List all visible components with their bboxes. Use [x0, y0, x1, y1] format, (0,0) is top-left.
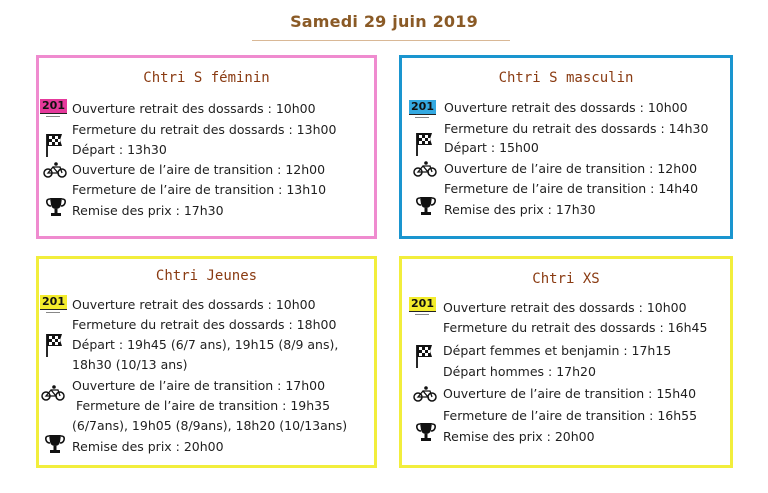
checkered-flag-icon — [44, 332, 64, 358]
race-bib-icon — [409, 100, 436, 120]
bicycle-icon — [43, 162, 67, 178]
line-text: Fermeture de l’aire de transition : 14h40 — [444, 181, 699, 196]
bib-number: 201 — [40, 295, 67, 309]
line-text: Départ : 15h00 — [444, 140, 539, 155]
card-title: Chtri S masculin — [498, 70, 634, 86]
trophy-icon — [415, 195, 437, 217]
bib-number: 201 — [409, 100, 436, 114]
line-text: Fermeture du retrait des dossards : 16h45 — [443, 320, 708, 335]
line-text: Ouverture de l’aire de transition : 15h40 — [443, 386, 697, 401]
line-text: Ouverture de l’aire de transition : 17h00 — [72, 378, 326, 393]
checkered-flag-icon — [414, 343, 434, 369]
line-text: Ouverture de l’aire de transition : 12h00 — [444, 161, 698, 176]
line-text: 18h30 (10/13 ans) — [72, 357, 188, 372]
line-text: (6/7ans), 19h05 (8/9ans), 18h20 (10/13ans) — [72, 418, 348, 433]
line-text: Remise des prix : 17h30 — [72, 203, 224, 218]
checkered-flag-icon — [414, 131, 434, 157]
bib-number: 201 — [409, 297, 436, 311]
bicycle-icon — [413, 161, 437, 177]
line-text: Fermeture du retrait des dossards : 14h30 — [444, 121, 709, 136]
line-text: Fermeture de l’aire de transition : 19h35 — [72, 398, 331, 413]
line-text: Ouverture retrait des dossards : 10h00 — [443, 300, 687, 315]
line-text: Ouverture retrait des dossards : 10h00 — [444, 100, 688, 115]
line-text: Départ hommes : 17h20 — [443, 364, 596, 379]
line-text: Fermeture du retrait des dossards : 13h00 — [72, 122, 337, 137]
trophy-icon — [415, 421, 437, 443]
trophy-icon — [44, 433, 66, 455]
checkered-flag-icon — [44, 132, 64, 158]
page-title: Samedi 29 juin 2019 — [290, 12, 478, 31]
card-title: Chtri Jeunes — [155, 268, 258, 284]
bib-number: 201 — [40, 99, 67, 113]
race-bib-icon — [40, 295, 67, 315]
bicycle-icon — [413, 386, 437, 402]
title-divider — [252, 40, 510, 41]
line-text: Remise des prix : 17h30 — [444, 202, 596, 217]
line-text: Remise des prix : 20h00 — [72, 439, 224, 454]
line-text: Fermeture de l’aire de transition : 13h10 — [72, 182, 327, 197]
trophy-icon — [45, 196, 67, 218]
line-text: Ouverture retrait des dossards : 10h00 — [72, 101, 316, 116]
line-text: Ouverture retrait des dossards : 10h00 — [72, 297, 316, 312]
card-title: Chtri S féminin — [143, 70, 270, 86]
card-title: Chtri XS — [532, 271, 600, 287]
line-text: Départ : 19h45 (6/7 ans), 19h15 (8/9 ans), — [72, 337, 339, 352]
line-text: Départ : 13h30 — [72, 142, 167, 157]
line-text: Remise des prix : 20h00 — [443, 429, 595, 444]
line-text: Départ femmes et benjamin : 17h15 — [443, 343, 672, 358]
race-bib-icon — [409, 297, 436, 317]
bicycle-icon — [41, 385, 65, 401]
race-bib-icon — [40, 99, 67, 119]
line-text: Fermeture de l’aire de transition : 16h55 — [443, 408, 698, 423]
line-text: Ouverture de l’aire de transition : 12h00 — [72, 162, 326, 177]
line-text: Fermeture du retrait des dossards : 18h00 — [72, 317, 337, 332]
